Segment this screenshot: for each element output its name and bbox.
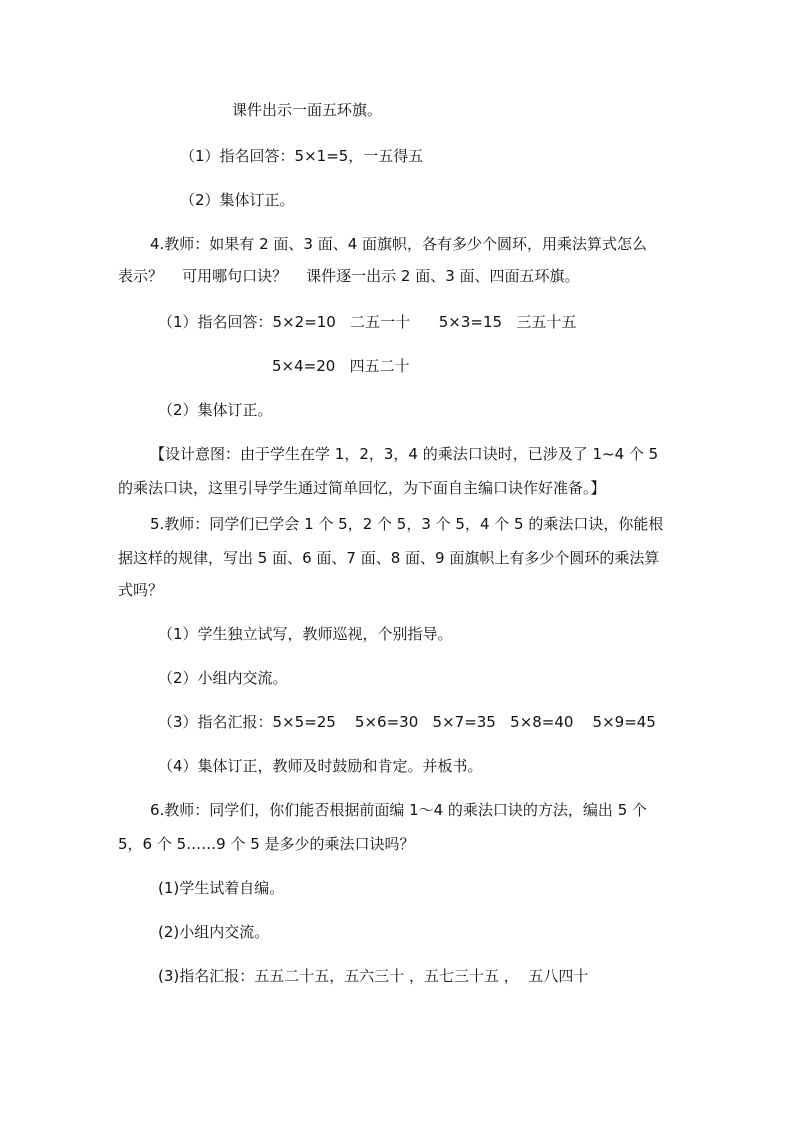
text-line: 式吗？ [118,581,164,599]
text-line: （2）小组内交流。 [158,669,288,687]
text-line: 表示？ 可用哪句口诀？ 课件逐一出示 2 面、3 面、四面五环旗。 [118,267,580,285]
text-line: （3）指名汇报：5×5=25 5×6=30 5×7=35 5×8=40 5×9=45 [158,713,656,731]
text-line: 5.教师：同学们已学会 1 个 5，2 个 5，3 个 5，4 个 5 的乘法口诀，你能根 [150,515,664,533]
text-line: 5×4=20 四五二十 [272,357,410,375]
text-line: (2)小组内交流。 [158,923,270,941]
text-line: 5，6 个 5……9 个 5 是多少的乘法口诀吗？ [118,835,415,853]
text-line: 【设计意图：由于学生在学 1，2，3，4 的乘法口诀时，已涉及了 1~4 个 5 [150,445,659,463]
text-line: 6.教师：同学们，你们能否根据前面编 1～4 的乘法口诀的方法，编出 5 个 [150,801,648,819]
text-line: （2）集体订正。 [158,401,273,419]
text-line: （2）集体订正。 [180,191,295,209]
text-line: 的乘法口诀，这里引导学生通过简单回忆，为下面自主编口诀作好准备。】 [118,479,606,497]
text-line: (1)学生试着自编。 [158,879,285,897]
text-line: （4）集体订正，教师及时鼓励和肯定。并板书。 [158,757,483,775]
text-line: （1）学生独立试写，教师巡视，个别指导。 [158,625,453,643]
text-line: 4.教师：如果有 2 面、3 面、4 面旗帜，各有多少个圆环，用乘法算式怎么 [150,235,648,253]
text-line: （1）指名回答：5×2=10 二五一十 5×3=15 三五十五 [158,313,577,331]
text-line: (3)指名汇报：五五二十五，五六三十 ，五七三十五 ， 五八四十 [158,967,589,985]
text-line: （1）指名回答：5×1=5，一五得五 [180,147,424,165]
text-line: 据这样的规律，写出 5 面、6 面、7 面、8 面、9 面旗帜上有多少个圆环的乘法算 [118,549,660,567]
text-line: 课件出示一面五环旗。 [232,101,383,119]
